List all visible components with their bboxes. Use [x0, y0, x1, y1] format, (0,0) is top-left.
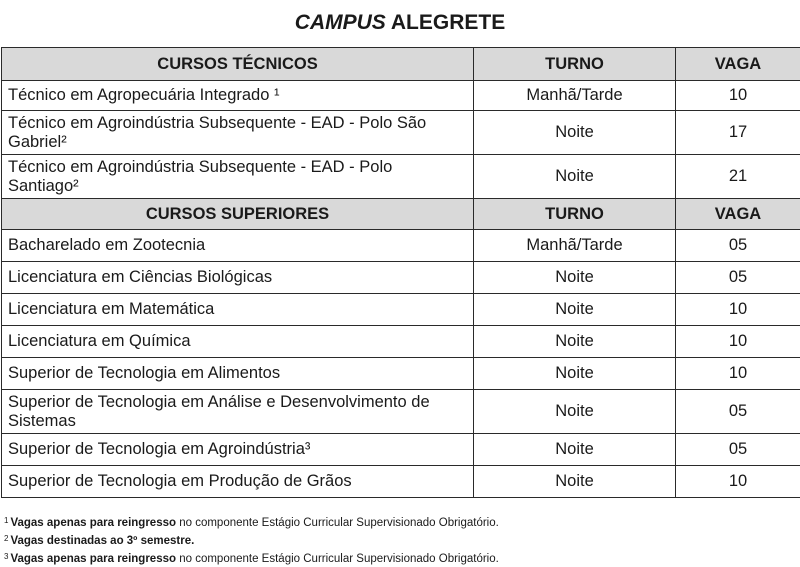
column-header-seats: VAGA	[676, 48, 800, 81]
column-header-seats: VAGA	[676, 199, 800, 230]
course-name: Licenciatura em Química	[2, 326, 474, 358]
courses-table	[1, 47, 800, 498]
column-header-course: CURSOS SUPERIORES	[2, 199, 474, 230]
course-shift: Noite	[474, 294, 676, 326]
course-name: Superior de Tecnologia em Produção de Grãos	[2, 466, 474, 498]
course-name: Superior de Tecnologia em Agroindústria³	[2, 434, 474, 466]
footnote-2	[4, 531, 800, 549]
course-seats: 10	[676, 81, 800, 111]
footnote-marker: 3	[4, 552, 9, 561]
course-name: Técnico em Agropecuária Integrado ¹	[2, 81, 474, 111]
course-name: Bacharelado em Zootecnia	[2, 230, 474, 262]
course-shift: Noite	[474, 390, 676, 434]
table-row	[2, 326, 800, 358]
column-header-course: CURSOS TÉCNICOS	[2, 48, 474, 81]
course-seats: 10	[676, 326, 800, 358]
footnote-text: no componente Estágio Curricular Supervisionado Obrigatório.	[176, 553, 499, 565]
course-shift: Noite	[474, 434, 676, 466]
course-shift: Noite	[474, 358, 676, 390]
course-shift: Manhã/Tarde	[474, 230, 676, 262]
footnote-bold-text: Vagas destinadas ao 3º semestre.	[10, 535, 195, 547]
page-title	[0, 10, 800, 36]
course-shift: Noite	[474, 466, 676, 498]
column-header-shift: TURNO	[474, 199, 676, 230]
course-seats: 05	[676, 262, 800, 294]
footnote-marker: 1	[4, 516, 9, 525]
course-name: Licenciatura em Ciências Biológicas	[2, 262, 474, 294]
course-shift: Noite	[474, 262, 676, 294]
footnotes	[4, 513, 800, 567]
course-shift: Noite	[474, 326, 676, 358]
course-seats: 05	[676, 230, 800, 262]
table-row	[2, 81, 800, 111]
course-seats: 10	[676, 358, 800, 390]
course-name: Licenciatura em Matemática	[2, 294, 474, 326]
course-seats: 10	[676, 466, 800, 498]
table-row	[2, 111, 800, 155]
course-seats: 05	[676, 434, 800, 466]
footnote-text: no componente Estágio Curricular Supervisionado Obrigatório.	[176, 517, 499, 529]
table-row	[2, 466, 800, 498]
page-title-campus: CAMPUS	[294, 11, 386, 34]
course-seats: 21	[676, 155, 800, 199]
section-header-superiores	[2, 199, 800, 230]
course-name: Técnico em Agroindústria Subsequente - EAD - Polo Santiago²	[2, 155, 474, 199]
course-shift: Noite	[474, 155, 676, 199]
table-row	[2, 155, 800, 199]
footnote-marker: 2	[4, 534, 9, 543]
course-shift: Manhã/Tarde	[474, 81, 676, 111]
course-name: Técnico em Agroindústria Subsequente - EAD - Polo São Gabriel²	[2, 111, 474, 155]
table-row	[2, 434, 800, 466]
course-name: Superior de Tecnologia em Alimentos	[2, 358, 474, 390]
course-shift: Noite	[474, 111, 676, 155]
table-row	[2, 262, 800, 294]
course-name: Superior de Tecnologia em Análise e Desenvolvimento de Sistemas	[2, 390, 474, 434]
footnote-3	[4, 549, 800, 567]
table-row	[2, 294, 800, 326]
course-seats: 17	[676, 111, 800, 155]
table-row	[2, 230, 800, 262]
course-seats: 05	[676, 390, 800, 434]
page-title-name: ALEGRETE	[390, 11, 506, 34]
course-seats: 10	[676, 294, 800, 326]
table-row	[2, 358, 800, 390]
footnote-bold-text: Vagas apenas para reingresso	[10, 553, 177, 565]
footnote-1	[4, 513, 800, 531]
section-header-tecnicos	[2, 48, 800, 81]
column-header-shift: TURNO	[474, 48, 676, 81]
footnote-bold-text: Vagas apenas para reingresso	[10, 517, 177, 529]
table-row	[2, 390, 800, 434]
